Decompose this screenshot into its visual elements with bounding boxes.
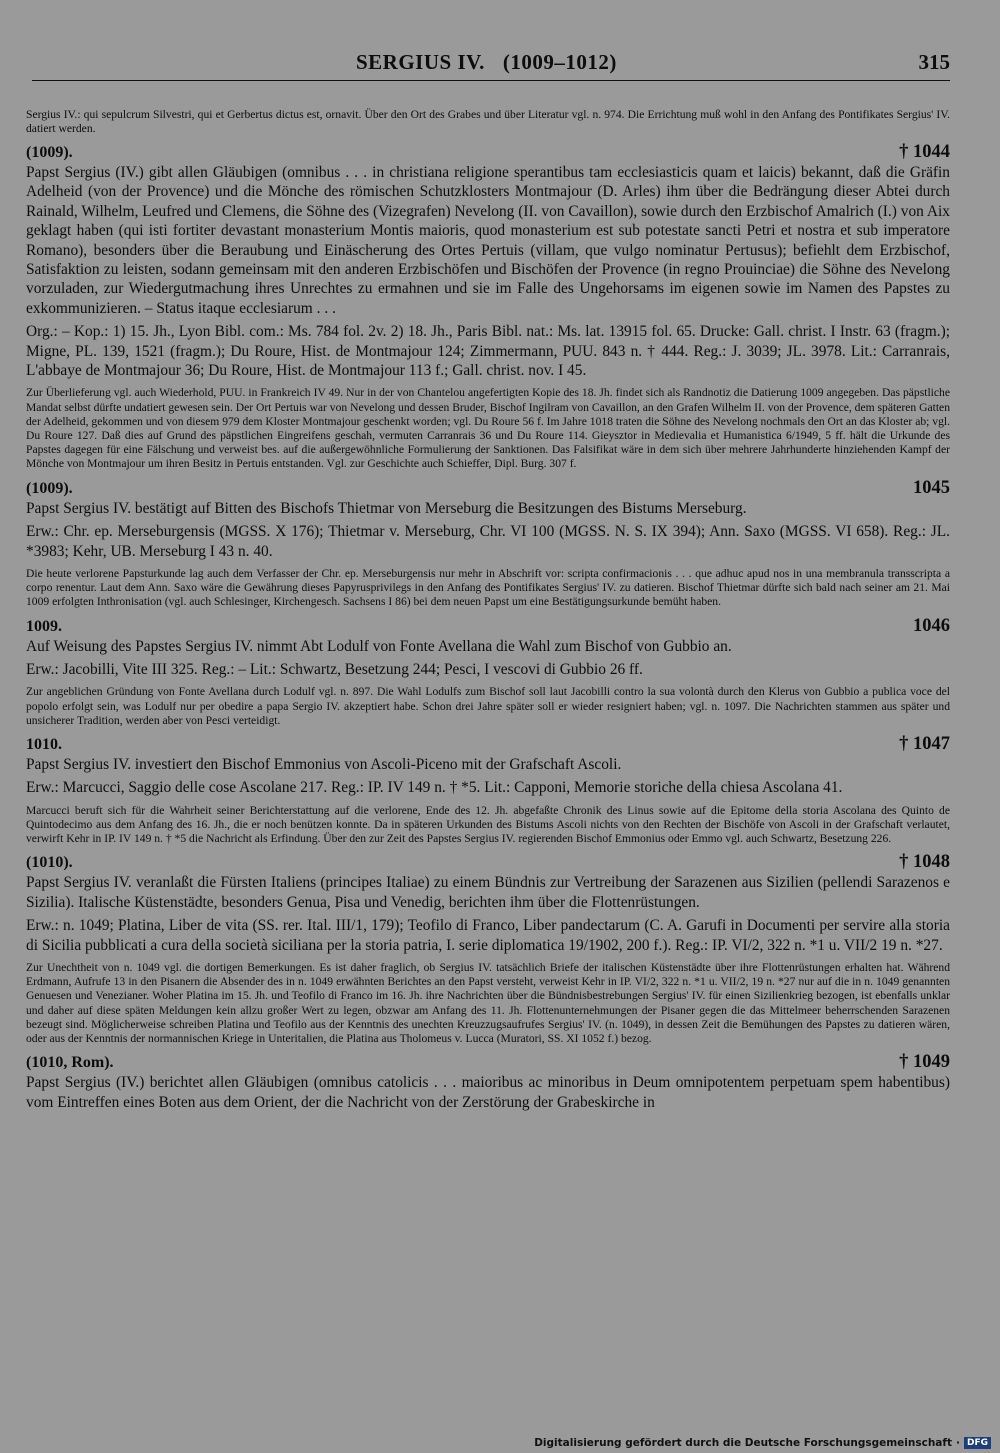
entry-note: Die heute verlorene Papsturkunde lag auch dem Verfasser der Chr. ep. Merseburgensis nur mehr in Abschrift vor: scripta confirmacionis . . . que adhuc apud nos in una membranula transscripta a corpo renentur. Laut dem Ann. Saxo wäre die Gewährung dieses Papyrusprivilegs in den Anfang des Pontifikates Sergius' IV. zu datieren. Bischof Thietmar dürfte sich bald nach seiner am 21. Mai 1009 erfolgten Inthronisation (vgl. auch Schlesinger, Kirchengesch. Sachsens I 86) bei dem neuen Papst um eine Bestätigungsurkunde bemüht haben. [26, 566, 950, 609]
entry-note: Marcucci beruft sich für die Wahrheit seiner Berichterstattung auf die verlorene, Ende des 12. Jh. abgefaßte Chronik des Linus sowie auf die Epitome della storia Ascolana des Quinto de Quintodecimo aus dem Anfang des 16. Jh., die er noch benützen konnte. Da in späteren Urkunden des Bistums Ascoli nichts von den Rechten der Bischöfe von Ascoli in der Grafschaft verlautet, verwirft Kehr in IP. IV 149 n. † *5 die Nachricht als Erfindung. Über den zur Zeit des Papstes Sergius IV. regierenden Bischof Emmonius oder Emmo vgl. auch Schwartz, Besetzung 226. [26, 803, 950, 846]
header-rule [32, 80, 950, 81]
regest-entry [26, 734, 950, 846]
entry-note: Zur Überlieferung vgl. auch Wiederhold, PUU. in Frankreich IV 49. Nur in der von Chantelou angefertigten Kopie des 18. Jh. findet sich als Randnotiz die Datierung 1009 angegeben. Das päpstliche Mandat selbst dürfte undatiert gewesen sein. Der Ort Pertuis war von Nevelong und dessen Bruder, Bischof Ingilram von Cavaillon, an den Grafen Wilhelm II. von der Provence, dem späteren Gatten der Adelheid, gekommen und von diesem 979 dem Kloster Montmajour geschenkt worden; vgl. Du Roure 56 f. Im Jahre 1018 traten die Söhne des Nevelong nochmals den Ort an das Kloster ab; vgl. Du Roure 127. Daß dies auf Grund des päpstlichen Eingreifens geschah, vermuten Carranrais 36 und Du Roure 114. Gieysztor in Medievalia et Humanistica 6/1949, 5 ff. hält die Urkunde des Papstes dagegen für eine Fälschung und verweist bes. auf die außergewöhnliche Formulierung der Sanktionen. Das Falsifikat wäre in dem sich über mehrere Jahrhunderte hinziehenden Kampf der Mönche von Montmajour um ihren Besitz in Pertuis entstanden. Vgl. zur Geschichte auch Schieffer, Dipl. Burg. 307 f. [26, 386, 950, 471]
entry-date: (1009). [26, 479, 73, 497]
entry-number: † 1049 [899, 1052, 950, 1073]
separator-dot: · [955, 1437, 960, 1449]
entry-number: 1046 [913, 615, 950, 636]
entry-header [26, 616, 950, 637]
running-title [356, 50, 617, 75]
entry-body: Papst Sergius (IV.) gibt allen Gläubigen (omnibus . . . in christiana religione sperantibus tam ecclesiasticis quam et laicis) bekannt, daß die Gräfin Adelheid (von der Provence) und die Mönche des römischen Schutzklosters Montmajour (D. Arles) ihm über die Bedrängung dieser Abtei durch Rainald, Wilhelm, Leufred und Clemens, die Söhne des (Vizegrafen) Nevelong (II. von Cavaillon), sowie durch den Erzbischof Amalrich (I.) von Aix geklagt haben (qui isti fortiter devastant monasterium Montis maioris, quod monasterium est sub potestate sancti Petri et nostra et sub imperatore Romano), besonders über die Beraubung und Einäscherung des Ortes Pertuis (villam, que vulgo nominatur Pertusus); befiehlt dem Erzbischof, Satisfaktion zu leisten, sodann gemeinsam mit den anderen Erzbischöfen und Bischöfen der Provence (in regno Prouinciae) die Söhne des Nevelong vorzuladen, zur Wiedergutmachung ihres Unrechtes zu ermahnen und sie im Falle des Ungehorsams im eigenen sowie im Namen des Papstes zu exkommunizieren. – Status itaque ecclesiarum . . . [26, 164, 950, 317]
dfg-logo: DFG [964, 1437, 991, 1449]
entry-header [26, 734, 950, 755]
entry-references: Org.: – Kop.: 1) 15. Jh., Lyon Bibl. com.: Ms. 784 fol. 2v. 2) 18. Jh., Paris Bibl. nat.: Ms. lat. 13915 fol. 65. Drucke: Gall. christ. I Instr. 63 (fragm.); Migne, PL. 139, 1521 (fragm.); Du Roure, Hist. de Montmajour 124; Zimmermann, PUU. 843 n. † 444. Reg.: J. 3039; JL. 3978. Lit.: Carranrais, L'abbaye de Montmajour 36; Du Roure, Hist. de Montmajour 113 f.; Gall. christ. nov. I 45. [26, 323, 950, 380]
entry-date: (1009). [26, 144, 73, 161]
entry-header [26, 852, 950, 873]
entry-note: Zur angeblichen Gründung von Fonte Avellana durch Lodulf vgl. n. 897. Die Wahl Lodulfs zum Bischof soll laut Jacobilli contro la sua volontà durch den Klerus von Gubbio a publica voce del popolo erfolgt sein, was Lodulf nur per obedire a papa Sergio IV. akzeptiert habe. Schon drei Jahre später soll er wieder resigniert haben; vgl. n. 1097. Die Nachrichten stammen aus später und unsicherer Tradition, werden aber von Pesci verteidigt. [26, 685, 950, 727]
regest-entry [26, 142, 950, 472]
regest-entry [26, 852, 950, 1046]
entry-body: Papst Sergius (IV.) berichtet allen Gläubigen (omnibus catolicis . . . maioribus ac minoribus in Deum omnipotentem perpetuam spem habentibus) vom Eintreffen eines Boten aus dem Orient, der die Nachricht von der Zerstörung der Grabeskirche in [26, 1074, 950, 1111]
entry-header [26, 142, 950, 163]
digitization-footer [534, 1437, 991, 1449]
page [26, 0, 950, 1112]
intro-note: Sergius IV.: qui sepulcrum Silvestri, qui et Gerbertus dictus est, ornavit. Über den Ort des Grabes und über Literatur vgl. n. 974. Die Errichtung muß wohl in den Anfang des Pontifikates Sergius' IV. datiert werden. [26, 108, 950, 135]
entry-number: † 1047 [899, 733, 950, 754]
regest-entry [26, 1052, 950, 1112]
funding-notice: Digitalisierung gefördert durch die Deutsche Forschungsgemeinschaft [534, 1437, 952, 1449]
entry-number: 1045 [913, 477, 950, 498]
entry-date: 1010. [26, 735, 62, 753]
entry-header [26, 478, 950, 499]
entry-body: Papst Sergius IV. bestätigt auf Bitten des Bischofs Thietmar von Merseburg die Besitzungen des Bistums Merseburg. [26, 499, 747, 517]
pope-name: SERGIUS IV. [356, 50, 485, 74]
entry-date: (1010). [26, 854, 73, 872]
entry-body: Papst Sergius IV. investiert den Bischof Emmonius von Ascoli-Piceno mit der Grafschaft Ascoli. [26, 755, 622, 773]
entry-header [26, 1052, 950, 1073]
page-number: 315 [918, 50, 950, 74]
entry-number: † 1048 [899, 852, 950, 873]
regest-entry [26, 616, 950, 728]
entry-body: Auf Weisung des Papstes Sergius IV. nimmt Abt Lodulf von Fonte Avellana die Wahl zum Bischof von Gubbio an. [26, 637, 732, 655]
entry-date: 1009. [26, 617, 62, 635]
entry-note: Zur Unechtheit von n. 1049 vgl. die dortigen Bemerkungen. Es ist daher fraglich, ob Sergius IV. tatsächlich Briefe der italischen Küstenstädte über ihre Flottenrüstungen erhalten hat. Während Erdmann, Aufrufe 13 in den Pisanern die Absender des in n. 1049 erwähnten Berichtes an den Papst versteht, verweist Kehr in IP. VI/2, 322 n. *1 u. VII/2, 19 n. *27 nur auf die in n. 1049 genannten Genuesen und Venezianer. Woher Platina im 15. Jh. und Teofilo di Franco im 16. Jh. ihre Nachrichten über die Bündnisbestrebungen Sergius' IV. für einen Sizilienkrieg bezogen, ist ebenfalls unklar und daher auf diese späten Meldungen kein allzu großer Wert zu legen, obzwar am Anfang des 11. Jh. Flottenunternehmungen der Pisaner gegen die das Mittelmeer beherrschenden Sarazenen bezeugt sind. Möglicherweise schreiben Platina und Teofilo aus der Kenntnis des unechten Kreuzzugsaufrufes Sergius' IV. (n. 1049), in dessen Zeit die Bemühungen des Papstes zu datieren wären, oder aus der Kenntnis der normannischen Kriege in Unteritalien, die Platina aus Tholomeus v. Lucca (Muratori, SS. XI 1052 f.) bezog. [26, 960, 950, 1045]
entry-number: † 1044 [899, 142, 950, 162]
entry-references: Erw.: Chr. ep. Merseburgensis (MGSS. X 176); Thietmar v. Merseburg, Chr. VI 100 (MGSS. N. S. IX 394); Ann. Saxo (MGSS. VI 658). Reg.: JL. *3983; Kehr, UB. Merseburg I 43 n. 40. [26, 523, 950, 560]
entry-references: Erw.: Marcucci, Saggio delle cose Ascolane 217. Reg.: IP. IV 149 n. † *5. Lit.: Capponi, Memorie storiche della chiesa Ascolana 41. [26, 779, 843, 797]
running-header [26, 0, 950, 80]
regest-entry [26, 478, 950, 610]
entry-references: Erw.: Jacobilli, Vite III 325. Reg.: – Lit.: Schwartz, Besetzung 244; Pesci, I vescovi di Gubbio 26 ff. [26, 660, 643, 678]
entry-date: (1010, Rom). [26, 1054, 114, 1072]
pontificate-years: (1009–1012) [502, 50, 617, 74]
entry-body: Papst Sergius IV. veranlaßt die Fürsten Italiens (principes Italiae) zu einem Bündnis zur Vertreibung der Sarazenen aus Sizilien (pellendi Sarazenos e Sizilia). Italische Küstenstädte, besonders Genua, Pisa und Venedig, berichten ihm über die Flottenrüstungen. [26, 874, 950, 911]
entry-references: Erw.: n. 1049; Platina, Liber de vita (SS. rer. Ital. III/1, 179); Teofilo di Franco, Liber pandectarum (C. A. Garufi in Documenti per servire alla storia di Sicilia pubblicati a cura della società siciliana per la storia patria, I. serie diplomatica 19/1902, 200 f.). Reg.: IP. VI/2, 322 n. *1 u. VII/2 19 n. *27. [26, 917, 950, 954]
page-content [26, 80, 950, 1112]
